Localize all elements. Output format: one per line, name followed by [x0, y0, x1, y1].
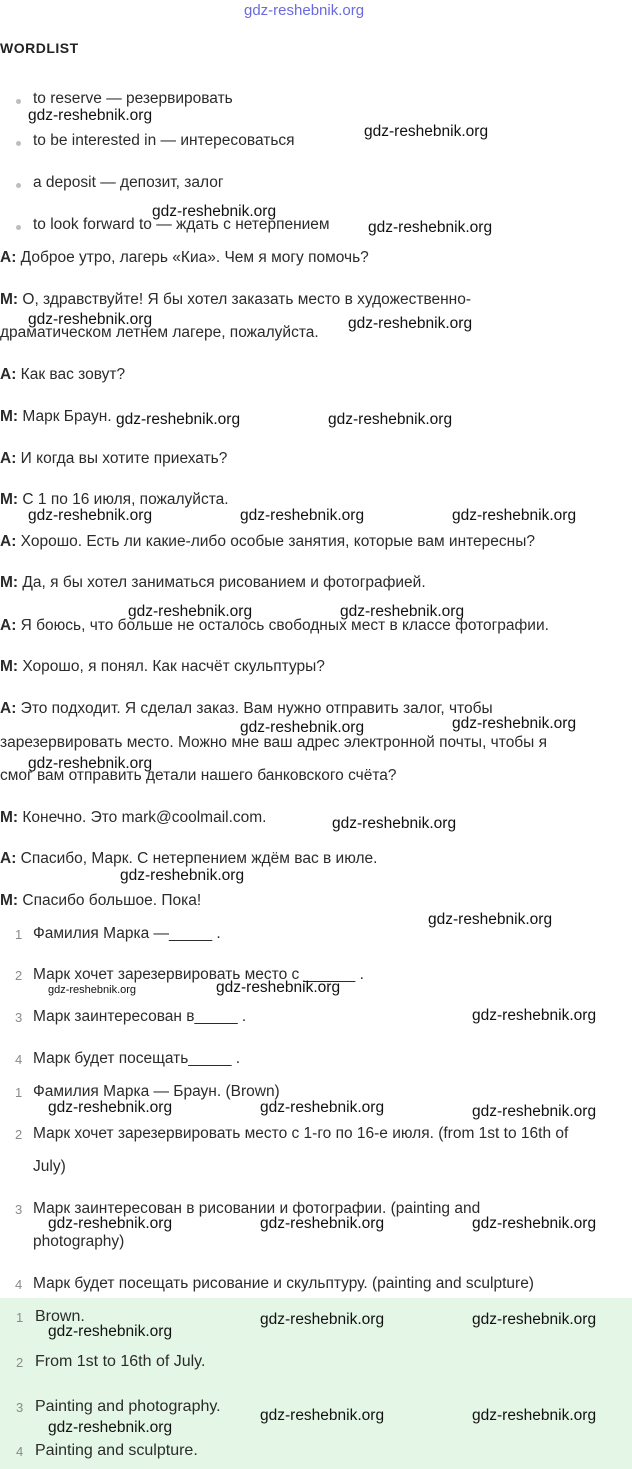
speaker-label: M:: [0, 408, 19, 425]
watermark: gdz-reshebnik.org: [120, 867, 245, 884]
watermark: gdz-reshebnik.org: [348, 315, 473, 332]
question-text: Марк заинтересован в_____ .: [33, 1008, 247, 1025]
dialogue-line: M: Хорошо, я понял. Как насчёт скульптуры?: [0, 658, 325, 675]
answer-number: 2: [15, 1127, 23, 1142]
watermark: gdz-reshebnik.org: [48, 1215, 173, 1232]
dialogue-line: A: Это подходит. Я сделал заказ. Вам нужно отправить залог, чтобы: [0, 700, 493, 717]
speaker-label: A:: [0, 533, 17, 550]
dialogue-line-cont: смог вам отправить детали нашего банковского счёта?: [0, 767, 397, 784]
wordlist-item: to look forward to — ждать с нетерпением: [33, 216, 330, 233]
watermark: gdz-reshebnik.org: [472, 1311, 597, 1328]
watermark: gdz-reshebnik.org: [28, 755, 153, 772]
question-text: Марк хочет зарезервировать место с ______ .: [33, 966, 364, 983]
answer-number: 1: [15, 1085, 23, 1100]
watermark: gdz-reshebnik.org: [328, 411, 453, 428]
dialogue-line: A: Я боюсь, что больше не осталось свободных мест в классе фотографии.: [0, 617, 549, 634]
watermark: gdz-reshebnik.org: [260, 1215, 385, 1232]
speaker-label: M:: [0, 574, 19, 591]
watermark: gdz-reshebnik.org: [368, 219, 493, 236]
answer-text-cont: photography): [33, 1233, 125, 1250]
site-header-link[interactable]: gdz-reshebnik.org: [244, 2, 365, 19]
watermark: gdz-reshebnik.org: [48, 1099, 173, 1116]
watermark: gdz-reshebnik.org: [216, 979, 341, 996]
final-answer-number: 1: [16, 1310, 24, 1325]
dialogue-line: A: Доброе утро, лагерь «Киа». Чем я могу помочь?: [0, 249, 369, 266]
bullet-icon: [16, 183, 21, 188]
speaker-label: A:: [0, 366, 17, 383]
speaker-label: A:: [0, 700, 17, 717]
answer-text: Фамилия Марка — Браун. (Brown): [33, 1083, 280, 1100]
speaker-label: M:: [0, 291, 19, 308]
watermark: gdz-reshebnik.org: [472, 1103, 597, 1120]
speaker-label: M:: [0, 809, 19, 826]
wordlist-heading: WORDLIST: [0, 40, 79, 56]
question-number: 4: [15, 1052, 23, 1067]
dialogue-line: A: И когда вы хотите приехать?: [0, 450, 228, 467]
watermark: gdz-reshebnik.org: [240, 507, 365, 524]
dialogue-line-cont: зарезервировать место. Можно мне ваш адрес электронной почты, чтобы я: [0, 734, 548, 751]
question-number: 1: [15, 927, 23, 942]
watermark: gdz-reshebnik.org: [340, 603, 465, 620]
watermark: gdz-reshebnik.org: [472, 1007, 597, 1024]
bullet-icon: [16, 99, 21, 104]
dialogue-line: M: Да, я бы хотел заниматься рисованием и фотографией.: [0, 574, 426, 591]
bullet-icon: [16, 141, 21, 146]
speaker-label: M:: [0, 491, 19, 508]
final-answer-text: Painting and photography.: [35, 1398, 221, 1415]
final-answer-number: 3: [16, 1400, 24, 1415]
watermark: gdz-reshebnik.org: [28, 311, 153, 328]
watermark: gdz-reshebnik.org: [260, 1311, 385, 1328]
watermark: gdz-reshebnik.org: [28, 107, 153, 124]
question-text: Фамилия Марка —_____ .: [33, 925, 221, 942]
speaker-label: A:: [0, 850, 17, 867]
dialogue-line: A: Как вас зовут?: [0, 366, 126, 383]
wordlist-item: to be interested in — интересоваться: [33, 132, 295, 149]
answer-text: Марк заинтересован в рисовании и фотографии. (painting and: [33, 1200, 481, 1217]
dialogue-line: M: Конечно. Это mark@coolmail.com.: [0, 809, 267, 826]
watermark: gdz-reshebnik.org: [472, 1215, 597, 1232]
watermark: gdz-reshebnik.org: [364, 123, 489, 140]
watermark: gdz-reshebnik.org: [260, 1099, 385, 1116]
watermark: gdz-reshebnik.org: [116, 411, 241, 428]
watermark: gdz-reshebnik.org: [240, 719, 365, 736]
dialogue-line: M: О, здравствуйте! Я бы хотел заказать место в художественно-: [0, 291, 472, 308]
answer-text-cont: July): [33, 1158, 66, 1175]
wordlist-item: a deposit — депозит, залог: [33, 174, 224, 191]
final-answer-text: Brown.: [35, 1308, 85, 1325]
final-answer-number: 4: [16, 1444, 24, 1459]
dialogue-line: A: Хорошо. Есть ли какие-либо особые занятия, которые вам интересны?: [0, 533, 535, 550]
speaker-label: A:: [0, 617, 17, 634]
question-number: 3: [15, 1010, 23, 1025]
question-number: 2: [15, 968, 23, 983]
answer-number: 3: [15, 1202, 23, 1217]
speaker-label: M:: [0, 892, 19, 909]
watermark: gdz-reshebnik.org: [452, 715, 577, 732]
dialogue-line: M: Спасибо большое. Пока!: [0, 892, 202, 909]
answer-text: Марк хочет зарезервировать место с 1-го по 16-е июля. (from 1st to 16th of: [33, 1125, 569, 1142]
speaker-label: A:: [0, 450, 17, 467]
watermark: gdz-reshebnik.org: [332, 815, 457, 832]
watermark: gdz-reshebnik.org: [472, 1407, 597, 1424]
watermark: gdz-reshebnik.org: [48, 1419, 173, 1436]
speaker-label: M:: [0, 658, 19, 675]
final-answer-text: From 1st to 16th of July.: [35, 1353, 206, 1370]
dialogue-line: M: С 1 по 16 июля, пожалуйста.: [0, 491, 229, 508]
bullet-icon: [16, 225, 21, 230]
watermark: gdz-reshebnik.org: [28, 507, 153, 524]
question-text: Марк будет посещать_____ .: [33, 1050, 241, 1067]
watermark: gdz-reshebnik.org: [48, 984, 137, 996]
watermark: gdz-reshebnik.org: [452, 507, 577, 524]
watermark: gdz-reshebnik.org: [428, 911, 553, 928]
final-answer-text: Painting and sculpture.: [35, 1442, 198, 1459]
dialogue-line: A: Спасибо, Марк. С нетерпением ждём вас в июле.: [0, 850, 378, 867]
answer-number: 4: [15, 1277, 23, 1292]
watermark: gdz-reshebnik.org: [260, 1407, 385, 1424]
answer-text: Марк будет посещать рисование и скульптуру. (painting and sculpture): [33, 1275, 534, 1292]
watermark: gdz-reshebnik.org: [48, 1323, 173, 1340]
watermark: gdz-reshebnik.org: [128, 603, 253, 620]
wordlist-item: to reserve — резервировать: [33, 90, 233, 107]
watermark: gdz-reshebnik.org: [152, 203, 277, 220]
dialogue-line: M: Марк Браун.: [0, 408, 112, 425]
final-answer-number: 2: [16, 1355, 24, 1370]
speaker-label: A:: [0, 249, 17, 266]
dialogue-line-cont: драматическом летнем лагере, пожалуйста.: [0, 324, 319, 341]
